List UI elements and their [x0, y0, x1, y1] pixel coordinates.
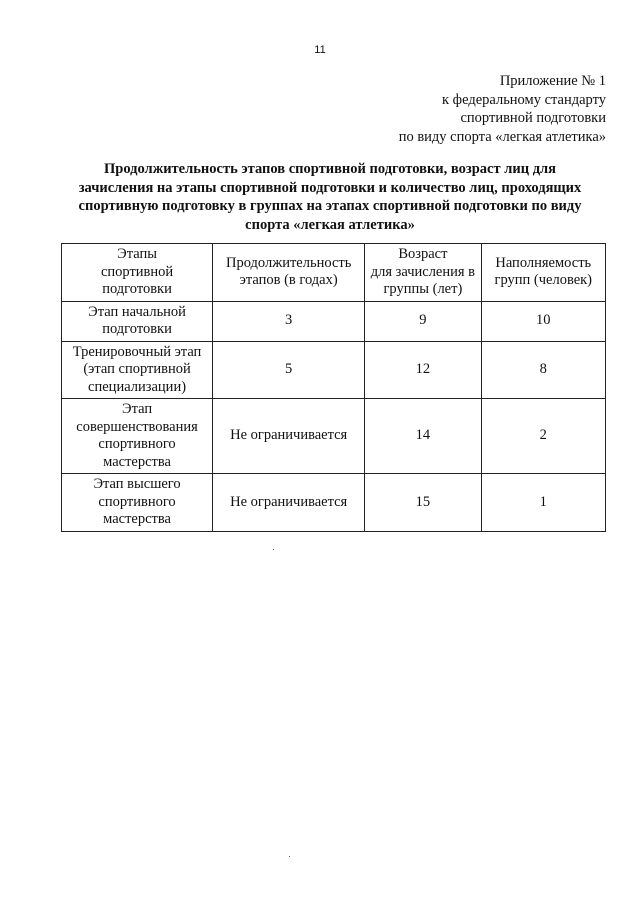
header-cell-stage: [62, 244, 213, 302]
stage-line: мастерства: [103, 511, 171, 527]
header-line: групп (человек): [494, 272, 593, 289]
table-header-row: [62, 244, 606, 302]
header-cell-duration: [213, 244, 365, 302]
header-cell-age: [365, 244, 481, 302]
header-line: Возраст: [398, 246, 448, 262]
header-line: для зачисления в: [370, 263, 476, 280]
stage-line: Этап: [122, 401, 153, 417]
header-cell-group-size: [481, 244, 605, 302]
header-line: Продолжительность: [225, 254, 352, 271]
document-title: [60, 160, 600, 234]
table-row: [62, 301, 606, 341]
duration-cell: 3: [213, 301, 365, 341]
scan-speck: [289, 856, 290, 857]
duration-cell: Не ограничивается: [213, 474, 365, 532]
appendix-line: Приложение № 1: [499, 73, 606, 89]
stage-line: спортивного: [98, 493, 176, 510]
stage-line: Тренировочный этап: [72, 343, 202, 360]
appendix-line: по виду спорта «легкая атлетика»: [398, 128, 606, 145]
stage-line: спортивного: [98, 436, 176, 452]
age-cell: 12: [365, 341, 481, 399]
appendix-line: к федеральному стандарту: [442, 91, 606, 108]
title-line: спортивную подготовку в группах на этапах спортивной подготовки по виду: [78, 198, 582, 214]
stage-line: подготовки: [102, 321, 172, 337]
title-line: зачисления на этапы спортивной подготовки и количество лиц, проходящих: [78, 179, 582, 196]
page-number: 11: [314, 44, 326, 56]
stage-line: Этап начальной: [88, 303, 186, 320]
group-size-cell: 2: [481, 399, 605, 474]
stage-cell: [62, 301, 213, 341]
stage-cell: [62, 341, 213, 399]
group-size-cell: 8: [481, 341, 605, 399]
stage-line: мастерства: [103, 453, 171, 470]
stage-line: (этап спортивной: [83, 361, 191, 377]
header-line: подготовки: [102, 281, 172, 297]
appendix-line: спортивной подготовки: [460, 110, 606, 126]
header-line: Наполняемость: [495, 254, 592, 271]
scan-speck: [273, 549, 274, 550]
table-row: [62, 341, 606, 399]
header-line: спортивной: [100, 263, 174, 280]
appendix-header: [399, 72, 606, 146]
group-size-cell: 10: [481, 301, 605, 341]
age-cell: 14: [365, 399, 481, 474]
stages-table: [61, 243, 606, 532]
header-line: группы (лет): [383, 281, 463, 297]
title-line: спорта «легкая атлетика»: [245, 216, 415, 233]
stage-line: Этап высшего: [93, 476, 181, 492]
title-line: Продолжительность этапов спортивной подготовки, возраст лиц для: [103, 161, 557, 177]
stage-line: специализации): [88, 378, 187, 395]
table-row: [62, 399, 606, 474]
age-cell: 15: [365, 474, 481, 532]
group-size-cell: 1: [481, 474, 605, 532]
header-line: этапов (в годах): [239, 272, 338, 289]
age-cell: 9: [365, 301, 481, 341]
header-line: Этапы: [117, 246, 157, 262]
stage-line: совершенствования: [76, 418, 198, 435]
stage-cell: [62, 474, 213, 532]
duration-cell: 5: [213, 341, 365, 399]
table-row: [62, 474, 606, 532]
duration-cell: Не ограничивается: [213, 399, 365, 474]
stage-cell: [62, 399, 213, 474]
